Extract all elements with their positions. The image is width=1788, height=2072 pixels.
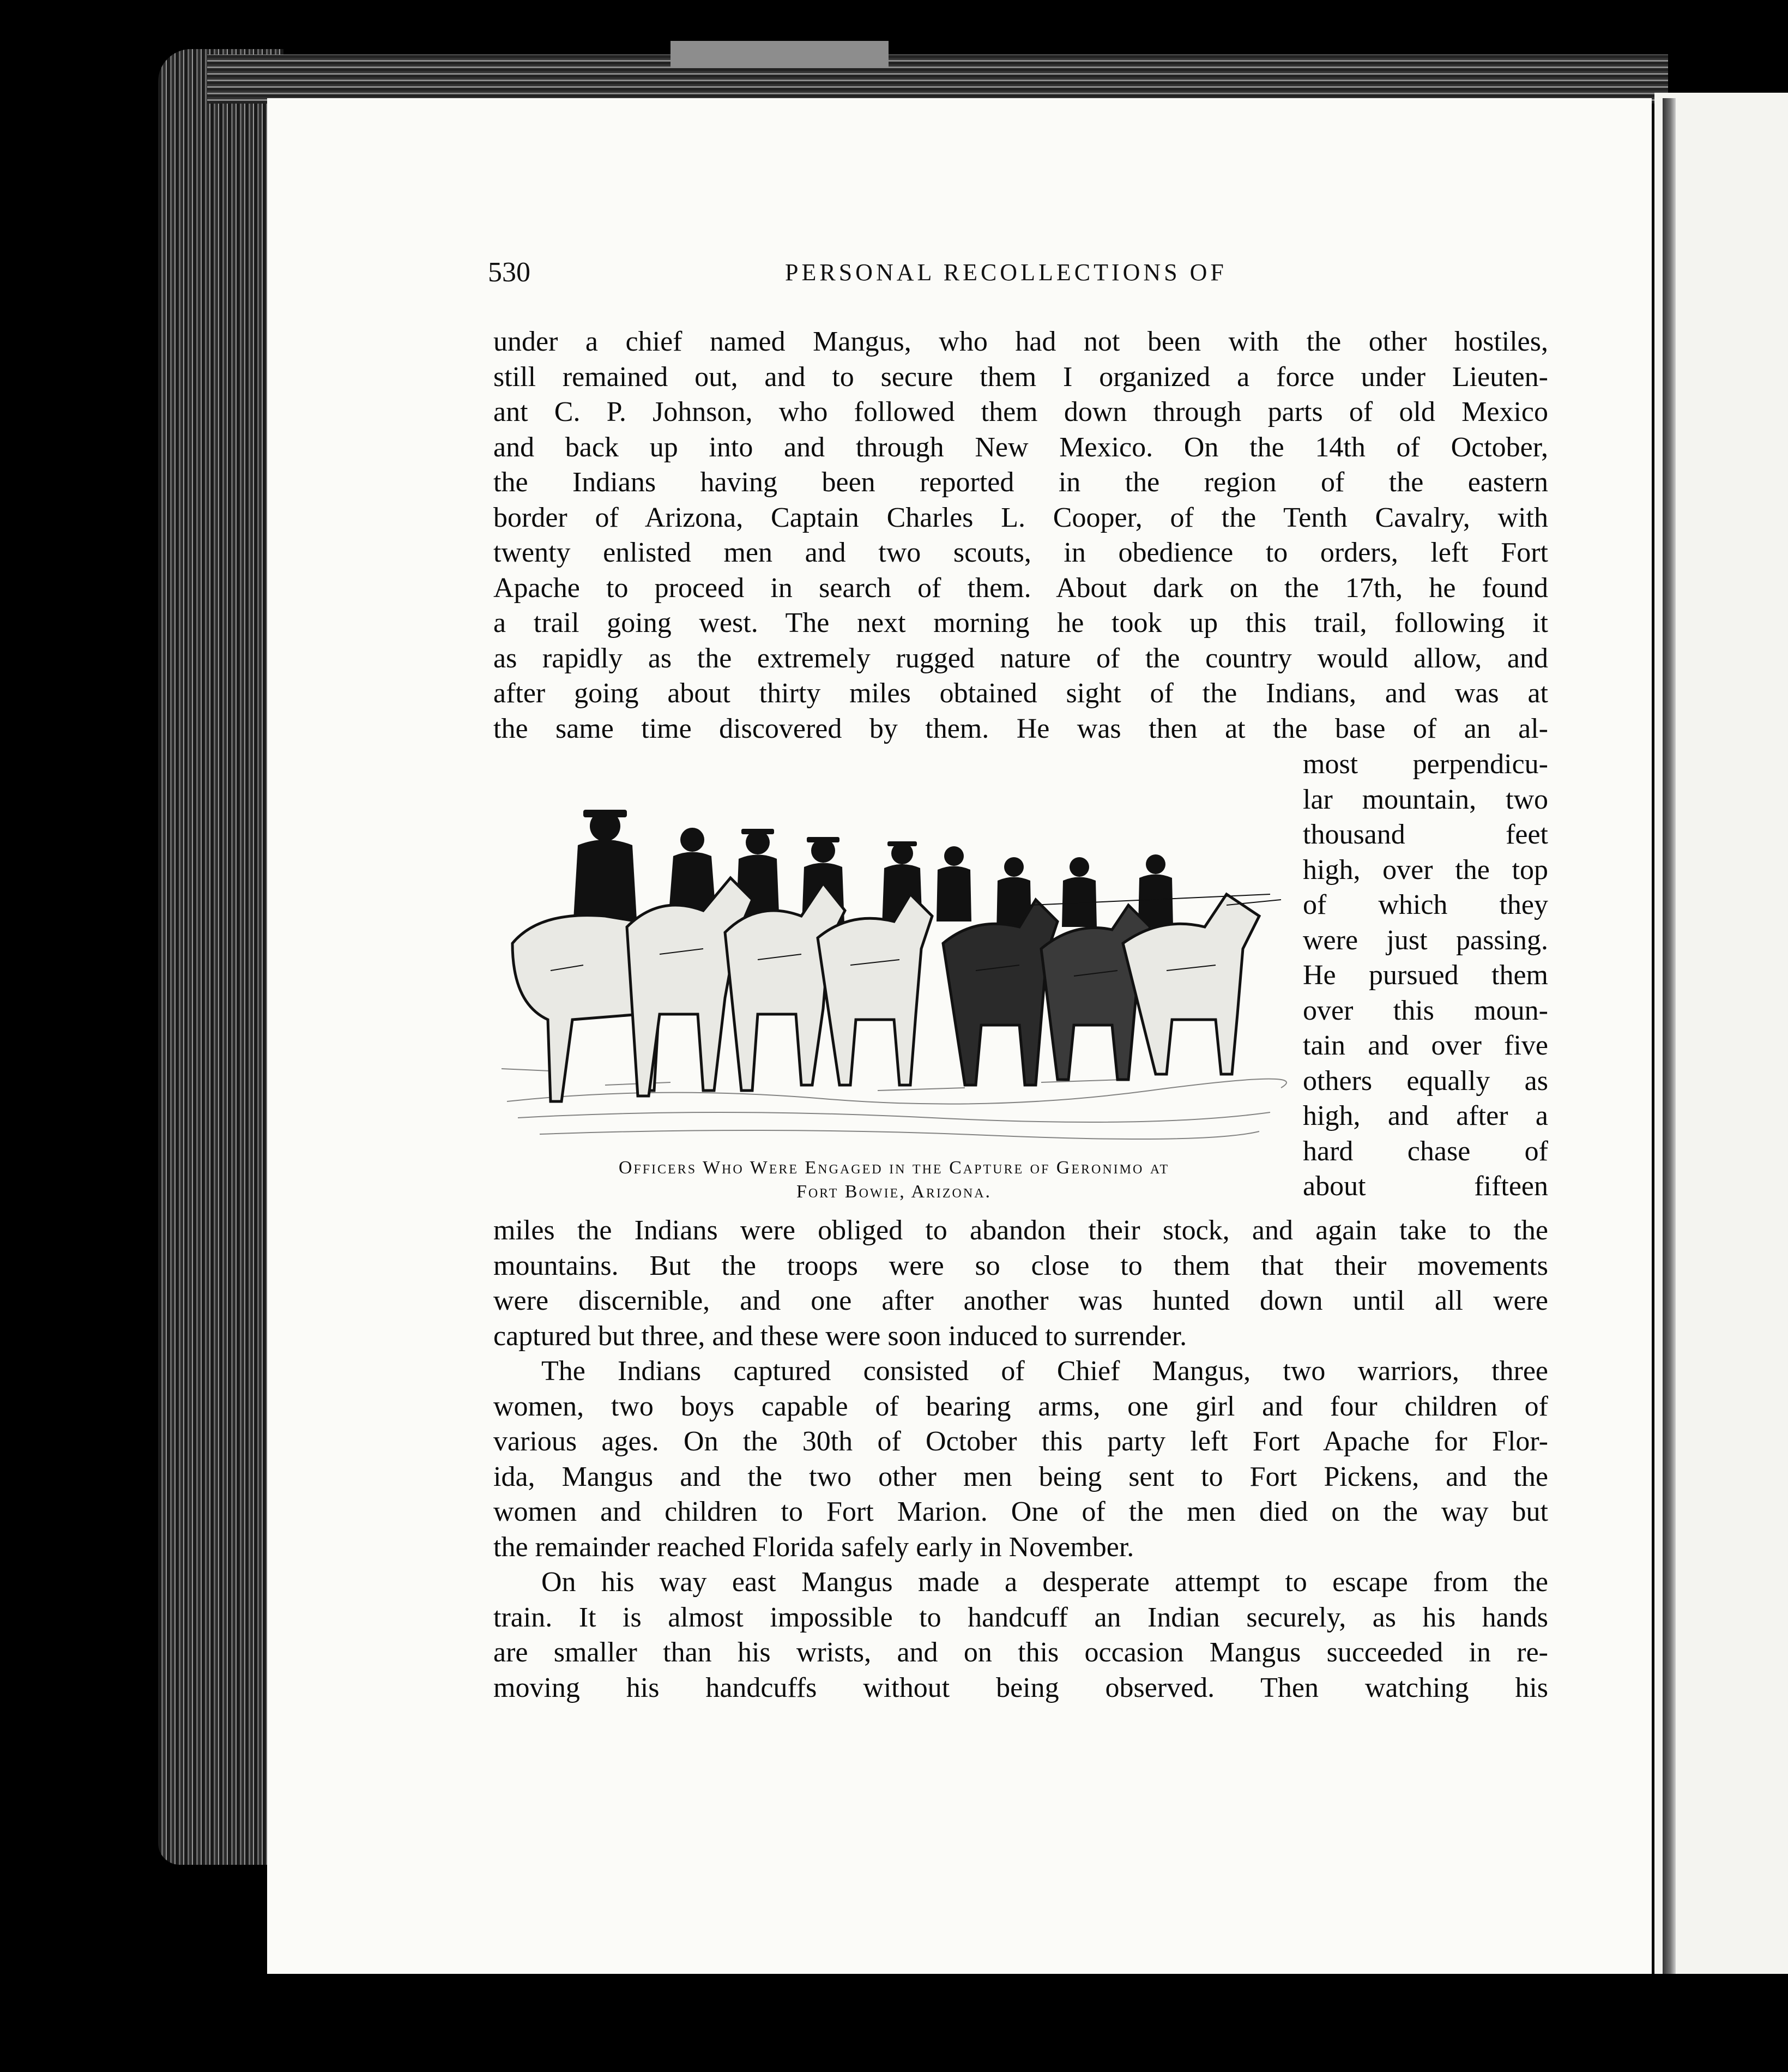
text-line: On his way east Mangus made a desperate attempt to escape from the <box>541 1567 1548 1598</box>
text-line: as rapidly as the extremely rugged nature of the country would allow, and <box>493 642 1548 674</box>
body-text-bottom <box>493 1213 1548 1706</box>
text-line: over this moun- <box>1303 995 1548 1026</box>
text-line: train. It is almost impossible to handcuff an Indian securely, as his hands <box>493 1601 1548 1633</box>
text-line: a trail going west. The next morning he took up this trail, following it <box>493 607 1548 639</box>
caption-line: Officers Who Were Engaged in the Capture of Geronimo at <box>618 1158 1170 1178</box>
engraving-illustration <box>496 763 1292 1145</box>
text-line: the same time discovered by them. He was then at the base of an al- <box>493 713 1548 744</box>
running-head <box>488 256 1548 294</box>
book-gutter <box>1663 98 1676 1974</box>
page-tab-marker <box>670 41 889 68</box>
book-page-edges <box>158 49 283 1865</box>
text-line: still remained out, and to secure them I organized a force under Lieuten- <box>493 361 1548 393</box>
text-line: under a chief named Mangus, who had not been with the other hostiles, <box>493 326 1548 357</box>
text-line: The Indians captured consisted of Chief Mangus, two warriors, three <box>541 1356 1548 1387</box>
text-line: moving his handcuffs without being observed. Then watching his <box>493 1672 1548 1703</box>
text-line: of which they <box>1303 889 1548 920</box>
text-line: women, two boys capable of bearing arms, one girl and four children of <box>493 1390 1548 1422</box>
text-line: ida, Mangus and the two other men being sent to Fort Pickens, and the <box>493 1461 1548 1492</box>
figure-caption <box>493 1156 1295 1204</box>
text-line: were just passing. <box>1303 924 1548 956</box>
body-text-top <box>493 324 1548 746</box>
text-line: lar mountain, two <box>1303 784 1548 815</box>
text-line: about fifteen <box>1303 1171 1548 1202</box>
text-line: others equally as <box>1303 1065 1548 1097</box>
text-line: border of Arizona, Captain Charles L. Cooper, of the Tenth Cavalry, with <box>493 502 1548 533</box>
text-line: He pursued them <box>1303 960 1548 991</box>
text-line: miles the Indians were obliged to abandon their stock, and again take to the <box>493 1215 1548 1246</box>
page-number: 530 <box>488 257 530 288</box>
text-line: the Indians having been reported in the region of the eastern <box>493 467 1548 498</box>
text-line: mountains. But the troops were so close to them that their movements <box>493 1250 1548 1281</box>
running-title: PERSONAL RECOLLECTIONS OF <box>785 259 1227 286</box>
text-line: after going about thirty miles obtained sight of the Indians, and was at <box>493 678 1548 709</box>
text-line: and back up into and through New Mexico. On the 14th of October, <box>493 431 1548 463</box>
text-line: most perpendicu- <box>1303 749 1548 780</box>
text-line: high, and after a <box>1303 1100 1548 1131</box>
text-line: captured but three, and these were soon induced to surrender. <box>493 1320 1187 1352</box>
text-line: hard chase of <box>1303 1135 1548 1167</box>
text-line: twenty enlisted men and two scouts, in obedience to orders, left Fort <box>493 537 1548 568</box>
text-line: women and children to Fort Marion. One of the men died on the way but <box>493 1496 1548 1527</box>
text-line: tain and over five <box>1303 1030 1548 1061</box>
text-line: the remainder reached Florida safely early in November. <box>493 1531 1134 1563</box>
text-line: ant C. P. Johnson, who followed them down through parts of old Mexico <box>493 396 1548 427</box>
text-line: thousand feet <box>1303 819 1548 850</box>
text-line: were discernible, and one after another was hunted down until all were <box>493 1285 1548 1316</box>
wrap-text-column <box>1303 747 1548 1204</box>
book-top-edge <box>207 55 1668 104</box>
caption-line: Fort Bowie, Arizona. <box>796 1182 992 1202</box>
text-line: high, over the top <box>1303 854 1548 886</box>
text-line: various ages. On the 30th of October this party left Fort Apache for Flor- <box>493 1426 1548 1457</box>
text-line: Apache to proceed in search of them. About dark on the 17th, he found <box>493 572 1548 604</box>
text-line: are smaller than his wrists, and on this occasion Mangus succeeded in re- <box>493 1637 1548 1668</box>
